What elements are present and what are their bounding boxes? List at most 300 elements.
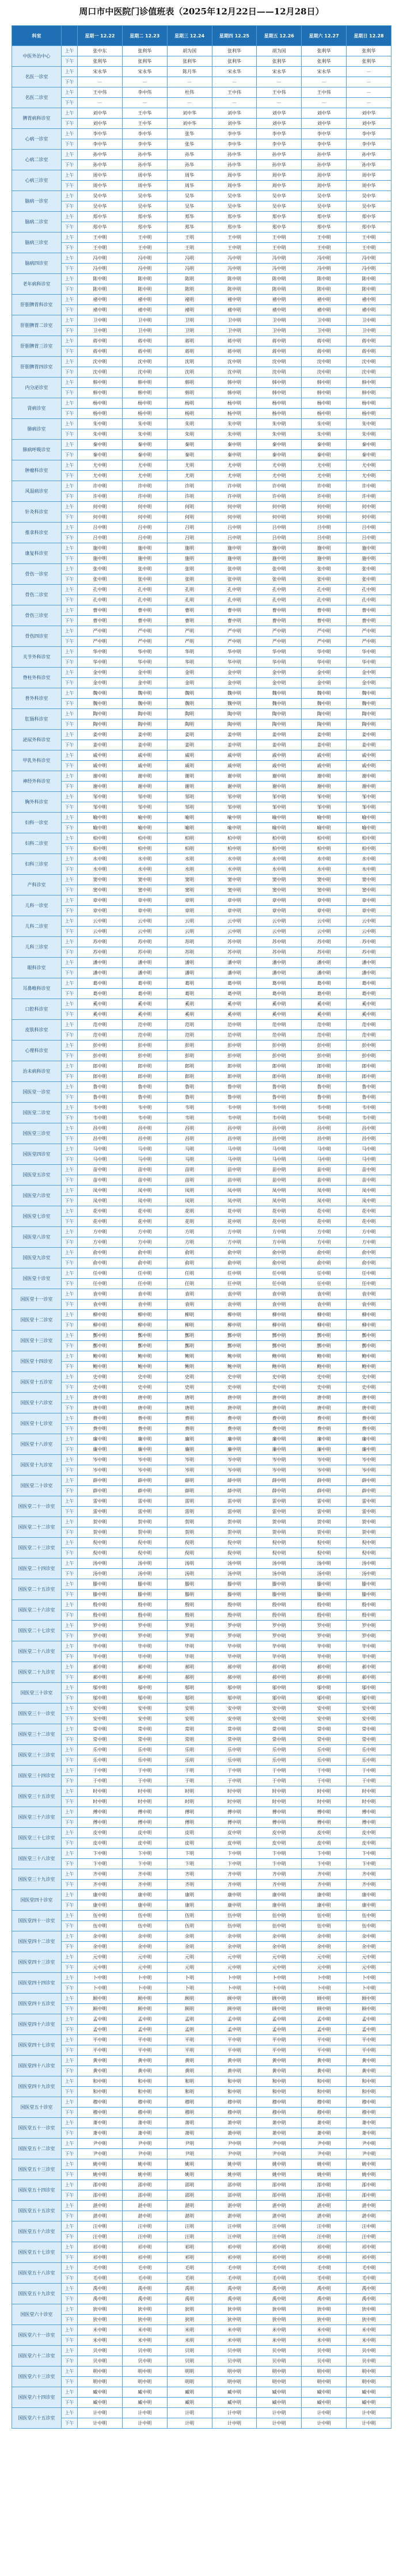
doctor-cell: 凤明 bbox=[167, 1186, 212, 1196]
doctor-cell: 韩中明 bbox=[257, 388, 302, 398]
doctor-cell: 乐中明 bbox=[347, 1745, 391, 1755]
time-slot: 下午 bbox=[62, 554, 78, 564]
time-slot: 上午 bbox=[62, 564, 78, 574]
doctor-cell: 郑中华 bbox=[78, 222, 123, 233]
doctor-cell: 范中明 bbox=[212, 1030, 257, 1041]
doctor-cell: 元中明 bbox=[347, 1963, 391, 1973]
table-row bbox=[12, 1030, 391, 1041]
table-row bbox=[12, 1600, 391, 1610]
doctor-cell: 余中明 bbox=[122, 1942, 167, 1952]
table-row bbox=[12, 212, 391, 222]
doctor-cell: 倪中明 bbox=[122, 1538, 167, 1548]
department-name: 国医堂六十五诊室 bbox=[12, 2408, 62, 2429]
table-row bbox=[12, 657, 391, 668]
time-slot: 上午 bbox=[62, 875, 78, 885]
table-row bbox=[12, 1258, 391, 1268]
doctor-cell: 魏中明 bbox=[78, 699, 123, 709]
doctor-cell: 姜中明 bbox=[347, 730, 391, 740]
doctor-cell: 柏明 bbox=[167, 833, 212, 844]
doctor-cell: 萧中明 bbox=[212, 2128, 257, 2139]
doctor-cell: 穆中明 bbox=[302, 2108, 347, 2118]
time-slot: 下午 bbox=[62, 947, 78, 958]
doctor-cell: 吕中明 bbox=[302, 533, 347, 543]
doctor-cell: 黄中明 bbox=[212, 2056, 257, 2066]
doctor-cell: 花中明 bbox=[78, 1206, 123, 1217]
doctor-cell: 岑中明 bbox=[257, 1465, 302, 1476]
time-slot: 下午 bbox=[62, 2128, 78, 2139]
table-row bbox=[12, 1434, 391, 1445]
doctor-cell: 郎明 bbox=[167, 1072, 212, 1082]
doctor-cell: 姜中明 bbox=[122, 740, 167, 750]
doctor-cell: 史明 bbox=[167, 1372, 212, 1382]
doctor-cell: 于明 bbox=[167, 1766, 212, 1776]
doctor-cell: 鲁中明 bbox=[122, 1092, 167, 1103]
doctor-cell: 谢中明 bbox=[78, 782, 123, 792]
doctor-cell: 姚明 bbox=[167, 2170, 212, 2180]
time-slot: 下午 bbox=[62, 512, 78, 523]
doctor-cell: 金中明 bbox=[347, 678, 391, 688]
doctor-cell: 邹中明 bbox=[78, 802, 123, 813]
time-slot: 下午 bbox=[62, 637, 78, 647]
doctor-cell: 邵中明 bbox=[212, 2180, 257, 2190]
doctor-cell: 郎明 bbox=[167, 1061, 212, 1072]
doctor-cell: 潘中明 bbox=[347, 958, 391, 968]
doctor-cell: 陈中明 bbox=[122, 284, 167, 295]
doctor-cell: 皮中明 bbox=[302, 1828, 347, 1838]
doctor-cell: 彭中明 bbox=[257, 1041, 302, 1051]
doctor-cell: 黄中明 bbox=[257, 2056, 302, 2066]
doctor-cell: 张中东 bbox=[78, 46, 123, 56]
doctor-cell: 潘中明 bbox=[347, 968, 391, 978]
doctor-cell: 倪中明 bbox=[302, 1548, 347, 1558]
doctor-cell: 窦中明 bbox=[78, 885, 123, 895]
time-slot: 下午 bbox=[62, 1424, 78, 1434]
doctor-cell: 俞中明 bbox=[212, 1258, 257, 1268]
doctor-cell: 柳明 bbox=[167, 1320, 212, 1331]
doctor-cell: 鲍中明 bbox=[257, 1362, 302, 1372]
doctor-cell: 滕中明 bbox=[347, 1579, 391, 1590]
table-row bbox=[12, 2097, 391, 2108]
department-name: 国医堂三十九诊室 bbox=[12, 1869, 62, 1890]
table-row bbox=[12, 616, 391, 626]
table-row bbox=[12, 1683, 391, 1693]
time-slot: 下午 bbox=[62, 657, 78, 668]
doctor-cell: 康明 bbox=[167, 1890, 212, 1900]
doctor-cell: 史中明 bbox=[347, 1372, 391, 1382]
department-name: 神经外科诊室 bbox=[12, 771, 62, 792]
doctor-cell: 陶中明 bbox=[347, 709, 391, 719]
doctor-cell: 唐中明 bbox=[347, 1403, 391, 1413]
column-header: 星期四 12.25 bbox=[212, 26, 257, 46]
doctor-cell: 和中明 bbox=[78, 2076, 123, 2087]
doctor-cell: 滕中明 bbox=[302, 1579, 347, 1590]
table-row bbox=[12, 740, 391, 750]
time-slot: 上午 bbox=[62, 854, 78, 864]
time-slot: 上午 bbox=[62, 1289, 78, 1300]
doctor-cell: 卞中明 bbox=[78, 1859, 123, 1869]
table-row bbox=[12, 2398, 391, 2408]
doctor-cell: 俞中明 bbox=[257, 1258, 302, 1268]
table-row bbox=[12, 1310, 391, 1320]
doctor-cell: 任中明 bbox=[212, 1279, 257, 1289]
doctor-cell: 潘明 bbox=[167, 958, 212, 968]
doctor-cell: 顾中明 bbox=[212, 1994, 257, 2004]
doctor-cell: 姚中明 bbox=[302, 2159, 347, 2170]
doctor-cell: 蒋中明 bbox=[122, 336, 167, 346]
doctor-cell: 花中明 bbox=[212, 1217, 257, 1227]
doctor-cell: 郝中明 bbox=[212, 1662, 257, 1672]
doctor-cell: 贺中明 bbox=[78, 1527, 123, 1538]
doctor-cell: 张利华 bbox=[122, 56, 167, 67]
doctor-cell: 时中明 bbox=[257, 1797, 302, 1807]
doctor-cell: 章中明 bbox=[302, 906, 347, 916]
time-slot: 下午 bbox=[62, 2087, 78, 2097]
doctor-cell: 柳中明 bbox=[78, 1310, 123, 1320]
doctor-cell: 戚中明 bbox=[78, 761, 123, 771]
time-slot: 下午 bbox=[62, 119, 78, 129]
doctor-cell: 朱中明 bbox=[78, 429, 123, 440]
doctor-cell: 滕中明 bbox=[347, 1590, 391, 1600]
time-slot: 上午 bbox=[62, 274, 78, 284]
doctor-cell: 喻中明 bbox=[302, 823, 347, 833]
doctor-cell: 潘中明 bbox=[78, 968, 123, 978]
doctor-cell: 魏中明 bbox=[347, 699, 391, 709]
time-slot: 上午 bbox=[62, 1455, 78, 1465]
doctor-cell: 元中明 bbox=[302, 1952, 347, 1963]
doctor-cell: 喻中明 bbox=[78, 823, 123, 833]
doctor-cell: 花中明 bbox=[257, 1217, 302, 1227]
department-name: 国医堂七诊室 bbox=[12, 1206, 62, 1227]
doctor-cell: 彭明 bbox=[167, 1041, 212, 1051]
table-row bbox=[12, 1558, 391, 1569]
time-slot: 上午 bbox=[62, 1890, 78, 1900]
doctor-cell: 贝中明 bbox=[302, 2346, 347, 2356]
doctor-cell: 邹中明 bbox=[122, 802, 167, 813]
time-slot: 下午 bbox=[62, 1817, 78, 1828]
doctor-cell: 黄中明 bbox=[122, 2066, 167, 2076]
doctor-cell: 费中明 bbox=[257, 1424, 302, 1434]
doctor-cell: 汪中明 bbox=[302, 2221, 347, 2232]
doctor-cell: 邹中明 bbox=[302, 802, 347, 813]
doctor-cell: 岑中明 bbox=[257, 1455, 302, 1465]
doctor-cell: 俞中明 bbox=[212, 1248, 257, 1258]
doctor-cell: 乐中明 bbox=[257, 1755, 302, 1766]
doctor-cell: 曹中明 bbox=[347, 616, 391, 626]
doctor-cell: 平中明 bbox=[78, 2035, 123, 2045]
doctor-cell: 酆中明 bbox=[347, 1341, 391, 1351]
doctor-cell: 沈中明 bbox=[257, 357, 302, 367]
doctor-cell: 彭中明 bbox=[347, 1051, 391, 1061]
doctor-cell: 岑中明 bbox=[302, 1455, 347, 1465]
doctor-cell: 禹中明 bbox=[78, 2284, 123, 2294]
doctor-cell: 和明 bbox=[167, 2087, 212, 2097]
time-slot: 下午 bbox=[62, 1175, 78, 1186]
doctor-cell: 齐明 bbox=[167, 1880, 212, 1890]
doctor-cell: 胡为国 bbox=[257, 46, 302, 56]
doctor-cell: 奚中明 bbox=[257, 1009, 302, 1020]
table-row bbox=[12, 2242, 391, 2253]
doctor-cell: 花中明 bbox=[302, 1217, 347, 1227]
doctor-cell: 禹中明 bbox=[78, 2294, 123, 2304]
doctor-cell: 褚中明 bbox=[347, 305, 391, 315]
doctor-cell: 滕中明 bbox=[78, 1579, 123, 1590]
doctor-cell: 杨中明 bbox=[302, 398, 347, 409]
doctor-cell: 卜中明 bbox=[212, 1973, 257, 1983]
doctor-cell: 计明 bbox=[167, 2418, 212, 2429]
time-slot: 下午 bbox=[62, 2335, 78, 2346]
table-row bbox=[12, 719, 391, 730]
doctor-cell: 臧中明 bbox=[212, 2398, 257, 2408]
doctor-cell: 宋永华 bbox=[122, 67, 167, 77]
time-slot: 上午 bbox=[62, 460, 78, 471]
table-row bbox=[12, 1579, 391, 1590]
doctor-cell: 吴中华 bbox=[78, 191, 123, 201]
doctor-cell: 滕中明 bbox=[122, 1590, 167, 1600]
doctor-cell: 孔中明 bbox=[78, 585, 123, 595]
doctor-cell: 葛中明 bbox=[212, 978, 257, 989]
doctor-cell: 平中明 bbox=[302, 2045, 347, 2056]
table-row bbox=[12, 1196, 391, 1206]
doctor-cell: 金中明 bbox=[122, 678, 167, 688]
doctor-cell: 卞中明 bbox=[122, 1859, 167, 1869]
doctor-cell: 苏中明 bbox=[302, 947, 347, 958]
table-row bbox=[12, 2066, 391, 2076]
doctor-cell: 孟中明 bbox=[302, 2014, 347, 2025]
doctor-cell: 俞中明 bbox=[122, 1248, 167, 1258]
doctor-cell: 苗中明 bbox=[302, 1175, 347, 1186]
doctor-cell: 时中明 bbox=[212, 1797, 257, 1807]
doctor-cell: 俞中明 bbox=[347, 1258, 391, 1268]
doctor-cell: 毛中明 bbox=[347, 2273, 391, 2284]
doctor-cell: 孙华 bbox=[167, 160, 212, 170]
doctor-cell: 唐明 bbox=[167, 1403, 212, 1413]
doctor-cell: 臧中明 bbox=[78, 2398, 123, 2408]
doctor-cell: 郑中华 bbox=[78, 212, 123, 222]
doctor-cell: 常中明 bbox=[212, 1724, 257, 1735]
doctor-cell: 喻中明 bbox=[347, 823, 391, 833]
doctor-cell: 邵中明 bbox=[122, 2180, 167, 2190]
table-row bbox=[12, 1838, 391, 1849]
doctor-cell: 米中明 bbox=[122, 2335, 167, 2346]
doctor-cell: 施明 bbox=[167, 543, 212, 554]
doctor-cell: 殷中明 bbox=[212, 1600, 257, 1610]
table-row bbox=[12, 1735, 391, 1745]
doctor-cell: 苏中明 bbox=[78, 947, 123, 958]
doctor-cell: 刘中华 bbox=[257, 108, 302, 119]
time-slot: 下午 bbox=[62, 616, 78, 626]
table-row bbox=[12, 181, 391, 191]
doctor-cell: 唐中明 bbox=[78, 1403, 123, 1413]
time-slot: 下午 bbox=[62, 2294, 78, 2304]
doctor-cell: 金中明 bbox=[78, 678, 123, 688]
table-row bbox=[12, 647, 391, 657]
table-row bbox=[12, 1331, 391, 1341]
doctor-cell: 邹中明 bbox=[122, 792, 167, 802]
doctor-cell: 方中明 bbox=[257, 1237, 302, 1248]
time-slot: 上午 bbox=[62, 1766, 78, 1776]
doctor-cell: 邵中明 bbox=[78, 2190, 123, 2201]
table-row bbox=[12, 585, 391, 595]
doctor-cell: 窦中明 bbox=[347, 885, 391, 895]
table-row bbox=[12, 388, 391, 398]
table-row bbox=[12, 1859, 391, 1869]
doctor-cell: 周中华 bbox=[347, 181, 391, 191]
doctor-cell: 汤中明 bbox=[257, 1558, 302, 1569]
doctor-cell: 时中明 bbox=[302, 1786, 347, 1797]
department-name: 妇科三诊室 bbox=[12, 854, 62, 875]
time-slot: 上午 bbox=[62, 2346, 78, 2356]
doctor-cell: 萧中明 bbox=[78, 2128, 123, 2139]
time-slot: 上午 bbox=[62, 2139, 78, 2149]
doctor-cell: 酆中明 bbox=[212, 1341, 257, 1351]
doctor-cell: 傅中明 bbox=[78, 1817, 123, 1828]
doctor-cell: 秦中明 bbox=[212, 440, 257, 450]
doctor-cell: 褚中明 bbox=[78, 295, 123, 305]
doctor-cell: 禹中明 bbox=[347, 2294, 391, 2304]
doctor-cell: 韩中明 bbox=[302, 378, 347, 388]
doctor-cell: 傅中明 bbox=[122, 1817, 167, 1828]
doctor-cell: 唐明 bbox=[167, 1393, 212, 1403]
doctor-cell: 倪中明 bbox=[257, 1538, 302, 1548]
table-row bbox=[12, 2004, 391, 2014]
doctor-cell: 卞中明 bbox=[302, 1859, 347, 1869]
doctor-cell: 孙中华 bbox=[302, 160, 347, 170]
table-row bbox=[12, 2045, 391, 2056]
doctor-cell: 章中明 bbox=[257, 906, 302, 916]
doctor-cell: 郑中华 bbox=[302, 212, 347, 222]
doctor-cell: 云明 bbox=[167, 916, 212, 927]
doctor-cell: 俞中明 bbox=[302, 1258, 347, 1268]
doctor-cell: 尹中明 bbox=[78, 2149, 123, 2159]
doctor-cell: 任中明 bbox=[212, 1268, 257, 1279]
doctor-cell: 倪明 bbox=[167, 1538, 212, 1548]
doctor-cell: 喻中明 bbox=[78, 813, 123, 823]
doctor-cell: 陈中明 bbox=[212, 274, 257, 284]
doctor-cell: 吴中华 bbox=[122, 201, 167, 212]
doctor-cell: 贺中明 bbox=[347, 1517, 391, 1527]
doctor-cell: 华中明 bbox=[122, 647, 167, 657]
doctor-cell: 谢中明 bbox=[302, 782, 347, 792]
doctor-cell: 平中明 bbox=[302, 2035, 347, 2045]
doctor-cell: 陶明 bbox=[167, 709, 212, 719]
time-slot: 下午 bbox=[62, 533, 78, 543]
doctor-cell: 康中明 bbox=[302, 1900, 347, 1911]
doctor-cell: 姚中明 bbox=[78, 2170, 123, 2180]
doctor-cell: — bbox=[302, 77, 347, 87]
table-row bbox=[12, 1807, 391, 1817]
doctor-cell: 齐中明 bbox=[257, 1880, 302, 1890]
doctor-cell: 许中明 bbox=[257, 481, 302, 491]
doctor-cell: 常中明 bbox=[302, 1724, 347, 1735]
doctor-cell: 皮中明 bbox=[78, 1838, 123, 1849]
doctor-cell: 倪明 bbox=[167, 1548, 212, 1558]
doctor-cell: 姚中明 bbox=[257, 2159, 302, 2170]
doctor-cell: 雷中明 bbox=[302, 1507, 347, 1517]
doctor-cell: 邬中明 bbox=[122, 1693, 167, 1704]
doctor-cell: 魏中明 bbox=[302, 688, 347, 699]
time-slot: 上午 bbox=[62, 688, 78, 699]
doctor-cell: 水中明 bbox=[347, 864, 391, 875]
time-slot: 下午 bbox=[62, 1797, 78, 1807]
doctor-cell: 狄中明 bbox=[257, 2315, 302, 2325]
doctor-cell: 姜中明 bbox=[257, 740, 302, 750]
doctor-cell: 祁中明 bbox=[212, 2242, 257, 2253]
doctor-cell: 凤中明 bbox=[257, 1186, 302, 1196]
doctor-cell: 卫中明 bbox=[78, 315, 123, 326]
doctor-cell: 姜中明 bbox=[347, 740, 391, 750]
doctor-cell: 狄中明 bbox=[302, 2315, 347, 2325]
doctor-cell: 鲁中明 bbox=[302, 1092, 347, 1103]
page-title: 周口市中医院门诊值班表（2025年12月22日——12月28日） bbox=[79, 6, 324, 17]
time-slot: 上午 bbox=[62, 1807, 78, 1817]
doctor-cell: 何中明 bbox=[347, 502, 391, 512]
time-slot: 下午 bbox=[62, 1610, 78, 1621]
doctor-cell: 明中明 bbox=[302, 2367, 347, 2377]
doctor-cell: 贝明 bbox=[167, 2356, 212, 2367]
doctor-cell: 金明 bbox=[167, 678, 212, 688]
doctor-cell: 余中明 bbox=[347, 1942, 391, 1952]
time-slot: 上午 bbox=[62, 1517, 78, 1527]
doctor-cell: 卜中明 bbox=[347, 1973, 391, 1983]
doctor-cell: 汤中明 bbox=[302, 1558, 347, 1569]
table-row bbox=[12, 1880, 391, 1890]
department-name: 脾胃病科诊室 bbox=[12, 108, 62, 129]
doctor-cell: 傅中明 bbox=[122, 1807, 167, 1817]
doctor-cell: 窦中明 bbox=[347, 875, 391, 885]
doctor-cell: 萧明 bbox=[167, 2128, 212, 2139]
doctor-cell: 刘中华 bbox=[78, 108, 123, 119]
doctor-cell: 安明 bbox=[167, 1714, 212, 1724]
doctor-cell: 邬中明 bbox=[78, 1693, 123, 1704]
table-row bbox=[12, 543, 391, 554]
time-slot: 下午 bbox=[62, 2377, 78, 2387]
doctor-cell: 岑中明 bbox=[212, 1455, 257, 1465]
time-slot: 上午 bbox=[62, 1393, 78, 1403]
department-name: 脑病四诊室 bbox=[12, 253, 62, 274]
doctor-cell: 酆中明 bbox=[122, 1331, 167, 1341]
doctor-cell: 齐中明 bbox=[122, 1869, 167, 1880]
doctor-cell: 章中明 bbox=[347, 895, 391, 906]
doctor-cell: 韦中明 bbox=[122, 1113, 167, 1123]
doctor-cell: 彭中明 bbox=[302, 1051, 347, 1061]
department-name: 国医堂六十一诊室 bbox=[12, 2325, 62, 2346]
doctor-cell: 鲍中明 bbox=[347, 1362, 391, 1372]
time-slot: 下午 bbox=[62, 2211, 78, 2221]
doctor-cell: 鲁中明 bbox=[347, 1092, 391, 1103]
table-row bbox=[12, 1590, 391, 1600]
doctor-cell: 陶明 bbox=[167, 719, 212, 730]
time-slot: 上午 bbox=[62, 1310, 78, 1320]
doctor-cell: 水明 bbox=[167, 854, 212, 864]
doctor-cell: 伍中明 bbox=[257, 1921, 302, 1931]
doctor-cell: 俞中明 bbox=[257, 1248, 302, 1258]
time-slot: 上午 bbox=[62, 1496, 78, 1507]
doctor-cell: 狄中明 bbox=[78, 2315, 123, 2325]
doctor-cell: 魏中明 bbox=[347, 688, 391, 699]
time-slot: 下午 bbox=[62, 1631, 78, 1641]
doctor-cell: 殷明 bbox=[167, 1600, 212, 1610]
doctor-cell: 邹中明 bbox=[78, 792, 123, 802]
doctor-cell: 邬中明 bbox=[257, 1683, 302, 1693]
doctor-cell: 费中明 bbox=[212, 1424, 257, 1434]
doctor-cell: 岑中明 bbox=[78, 1465, 123, 1476]
doctor-cell: 华中明 bbox=[347, 647, 391, 657]
time-slot: 上午 bbox=[62, 2325, 78, 2335]
doctor-cell: 米中明 bbox=[122, 2325, 167, 2335]
doctor-cell: 邵中明 bbox=[78, 2180, 123, 2190]
doctor-cell: 傅中明 bbox=[257, 1807, 302, 1817]
doctor-cell: 陶中明 bbox=[122, 709, 167, 719]
